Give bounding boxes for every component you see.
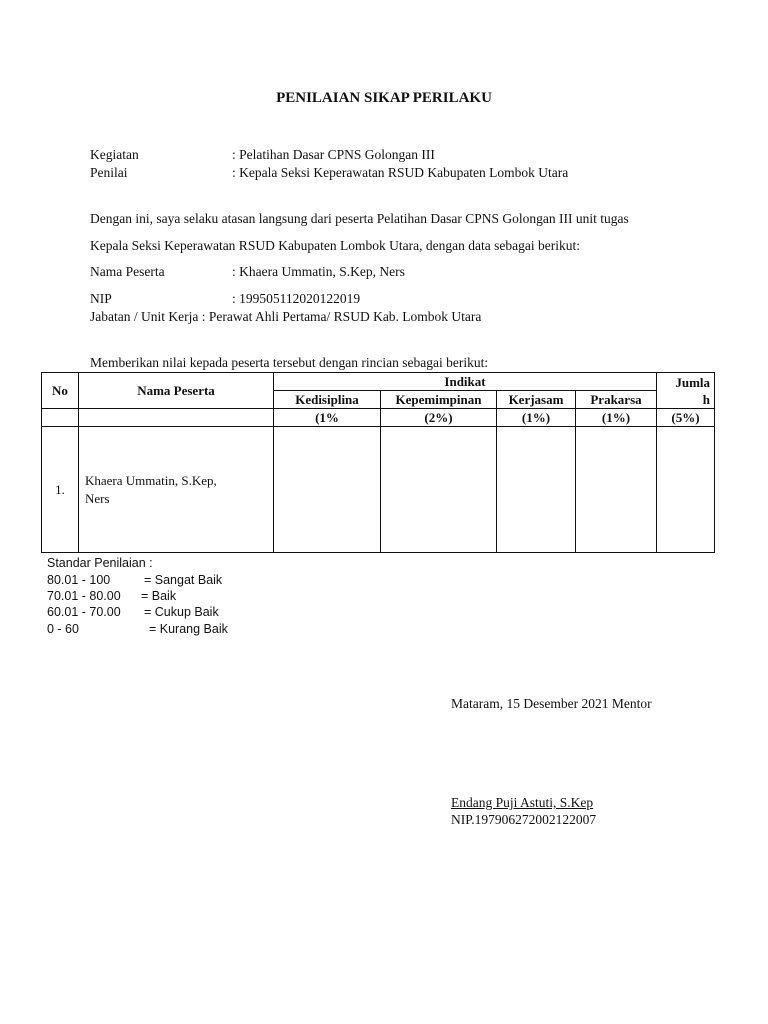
nip-label: NIP — [90, 291, 112, 306]
col-prakarsa: Prakarsa — [576, 391, 657, 409]
nama-label: Nama Peserta — [90, 264, 165, 279]
jumlah-header-line-2: h — [702, 391, 711, 407]
jabatan-line: Jabatan / Unit Kerja : Perawat Ahli Pertama/ RSUD Kab. Lombok Utara — [90, 309, 482, 324]
weight-jumlah: (5%) — [657, 409, 715, 427]
nama-header: Nama Peserta — [79, 373, 274, 409]
weight-kerjasama: (1%) — [497, 409, 576, 427]
intro-line-1: Dengan ini, saya selaku atasan langsung dari peserta Pelatihan Dasar CPNS Golongan III unit tugas — [90, 211, 629, 226]
standard-range-4: 0 - 60 — [47, 622, 79, 636]
row-no: 1. — [42, 427, 79, 553]
weight-kepemimpinan: (2%) — [381, 409, 497, 427]
nip-value: : 199505112020122019 — [232, 291, 361, 306]
no-header: No — [42, 373, 79, 409]
nama-value: : Khaera Ummatin, S.Kep, Ners — [232, 264, 405, 279]
signer-name: Endang Puji Astuti, S.Kep — [451, 795, 594, 810]
standard-label-3: = Cukup Baik — [144, 605, 219, 619]
weight-prakarsa: (1%) — [576, 409, 657, 427]
indikat-header: Indikat — [274, 373, 657, 391]
row-nama-line-1: Khaera Ummatin, S.Kep, — [85, 472, 217, 488]
row-nama-line-2: Ners — [85, 490, 110, 506]
weight-empty-no — [42, 409, 79, 427]
signer-nip: NIP.197906272002122007 — [451, 812, 597, 827]
standard-title: Standar Penilaian : — [47, 556, 153, 570]
assessment-table — [41, 372, 715, 553]
place-date: Mataram, 15 Desember 2021 Mentor — [451, 696, 652, 711]
penilai-value: : Kepala Seksi Keperawatan RSUD Kabupaten Lombok Utara — [232, 165, 569, 180]
penilai-label: Penilai — [90, 165, 128, 180]
cell-kedisiplinan — [274, 427, 381, 553]
col-kerjasama: Kerjasam — [497, 391, 576, 409]
standard-label-2: = Baik — [141, 589, 177, 603]
cell-jumlah — [657, 427, 715, 553]
page-title: PENILAIAN SIKAP PERILAKU — [276, 90, 492, 106]
standard-range-3: 60.01 - 70.00 — [47, 605, 121, 619]
cell-kepemimpinan — [381, 427, 497, 553]
cell-kerjasama — [497, 427, 576, 553]
cell-prakarsa — [576, 427, 657, 553]
table-row — [42, 427, 715, 553]
col-kepemimpinan: Kepemimpinan — [381, 391, 497, 409]
memberikan-text: Memberikan nilai kepada peserta tersebut dengan rincian sebagai berikut: — [90, 355, 489, 370]
kegiatan-label: Kegiatan — [90, 147, 139, 162]
row-nama — [79, 427, 274, 553]
standard-label-1: = Sangat Baik — [144, 573, 223, 587]
weight-kedisiplinan: (1% — [274, 409, 381, 427]
jumlah-header-line-1: Jumla — [675, 374, 711, 390]
standard-range-1: 80.01 - 100 — [47, 573, 111, 587]
intro-line-2: Kepala Seksi Keperawatan RSUD Kabupaten Lombok Utara, dengan data sebagai berikut: — [90, 238, 580, 253]
standard-label-4: = Kurang Baik — [149, 622, 228, 636]
weight-empty-nama — [79, 409, 274, 427]
col-kedisiplinan: Kedisiplina — [274, 391, 381, 409]
standard-range-2: 70.01 - 80.00 — [47, 589, 121, 603]
kegiatan-value: : Pelatihan Dasar CPNS Golongan III — [232, 147, 435, 162]
jumlah-header — [657, 373, 715, 409]
